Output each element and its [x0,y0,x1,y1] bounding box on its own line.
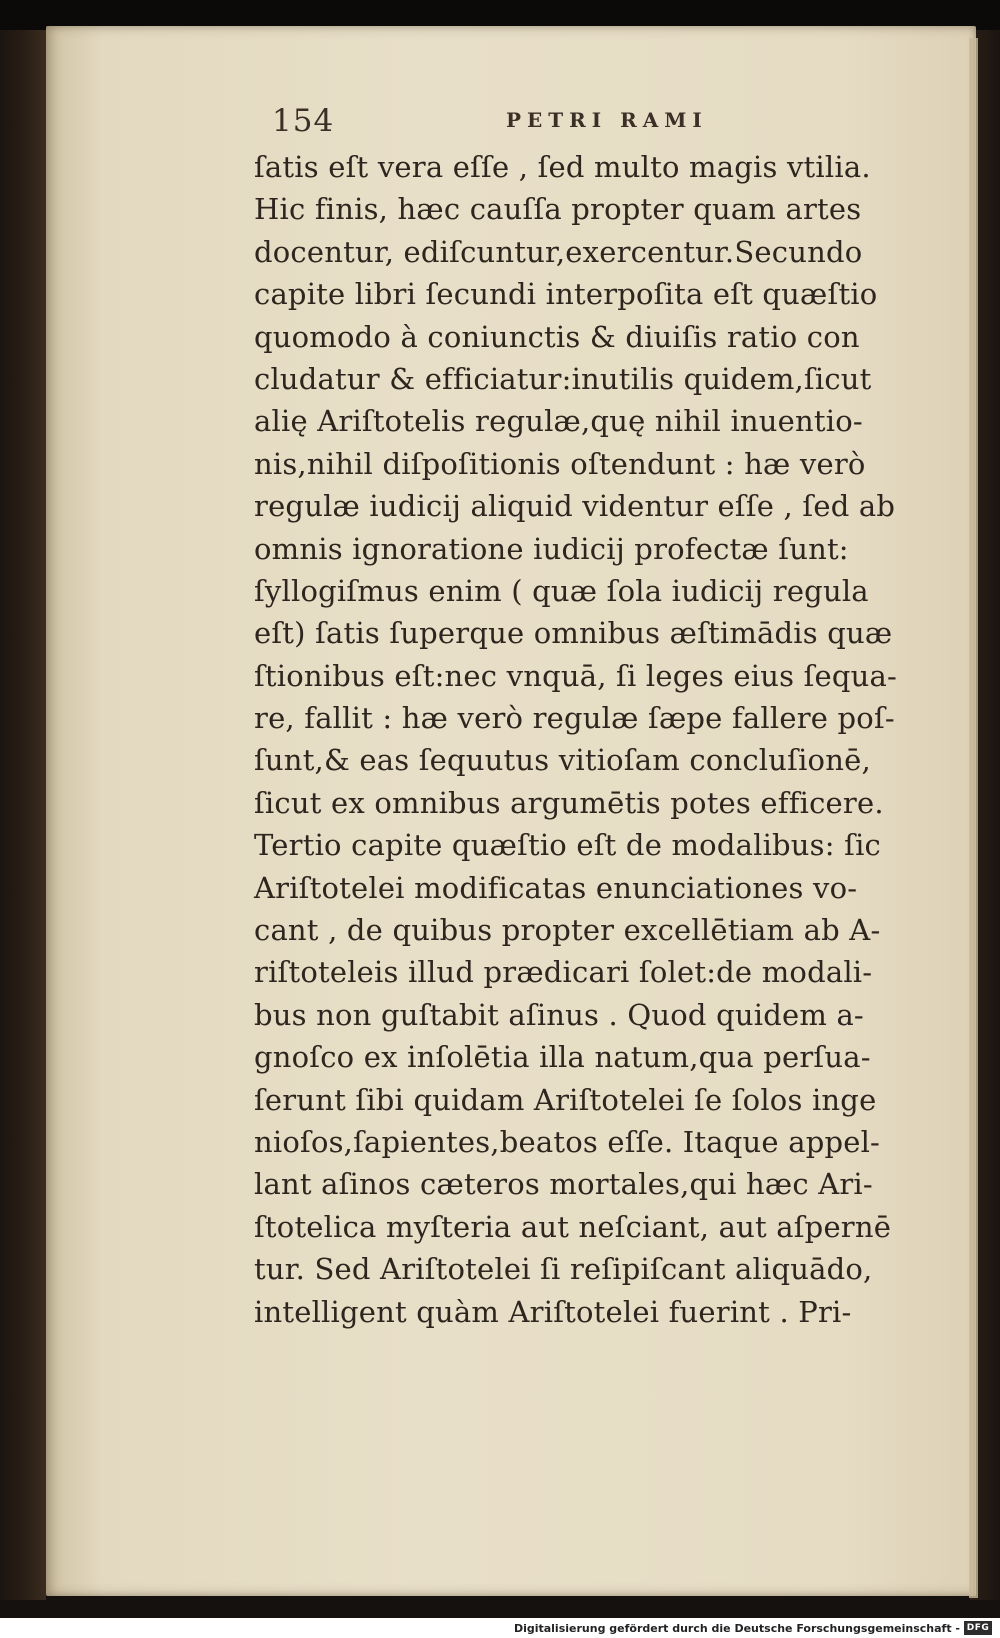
text-line: cant , de quibus propter excellētiam ab A- [254,913,881,948]
text-line: eſt) ſatis ſuperque omnibus æſtimādis quæ [254,616,893,651]
text-line: quomodo à coniunctis & diuiſis ratio con [254,319,860,354]
text-line: riſtoteleis illud prædicari ſolet:de modali- [254,955,873,990]
text-line: alię Ariſtotelis regulæ,quę nihil inuentio- [254,404,863,439]
book-gutter [0,30,46,1600]
text-line: nis,nihil diſpoſitionis oſtendunt : hæ verò [254,446,866,481]
text-line: intelligent quàm Ariſtotelei fuerint . Pri- [254,1294,852,1329]
text-line: capite libri ſecundi interpoſita eſt quæſtio [254,277,878,312]
text-line: tur. Sed Ariſtotelei ſi reſipiſcant aliquādo, [254,1252,873,1287]
text-line: Ariſtotelei modificatas enunciationes vo- [254,870,858,905]
running-head-author: PETRI RAMI [506,108,708,132]
text-line: nioſos,ſapientes,beatos eſſe. Itaque appel- [254,1124,881,1159]
text-line: docentur, ediſcuntur,exercentur.Secundo [254,234,863,269]
funding-credit: Digitalisierung gefördert durch die Deutsche Forschungsgemeinschaft - [513,1622,960,1635]
text-line: ſerunt ſibi quidam Ariſtotelei ſe ſolos inge [254,1082,877,1117]
text-line: ſyllogiſmus enim ( quæ ſola iudicij regula [254,573,869,608]
text-line: re, fallit : hæ verò regulæ ſæpe fallere poſ- [254,701,895,736]
text-line: ſtotelica myſteria aut neſciant, aut aſpernē [254,1209,892,1244]
running-head [272,103,762,143]
text-line: gnoſco ex inſolētia illa natum,qua perſua- [254,1040,871,1075]
text-line: bus non guſtabit aſinus . Quod quidem a- [254,997,864,1032]
body-text [254,146,914,1333]
text-line: ſatis eſt vera eſſe , ſed multo magis vtilia. [254,150,871,184]
text-line: ſicut ex omnibus argumētis potes efficere. [254,785,884,820]
text-line: Tertio capite quæſtio eſt de modalibus: ſic [254,828,882,863]
page-edges [969,38,978,1598]
page-number: 154 [272,103,335,139]
dfg-logo: DFG [964,1621,992,1635]
text-line: ſunt,& eas ſequutus vitioſam concluſionē, [254,743,871,778]
text-line: ſtionibus eſt:nec vnquā, ſi leges eius ſequa- [254,658,897,693]
text-line: cludatur & efficiatur:inutilis quidem,ſicut [254,361,872,396]
text-line: omnis ignoratione iudicij profectæ ſunt: [254,531,849,566]
text-line: regulæ iudicij aliquid videntur eſſe , ſed ab [254,489,896,524]
text-line: Hic finis, hæc cauſſa propter quam artes [254,192,862,227]
text-line: lant aſinos cæteros mortales,qui hæc Ari- [254,1167,873,1202]
